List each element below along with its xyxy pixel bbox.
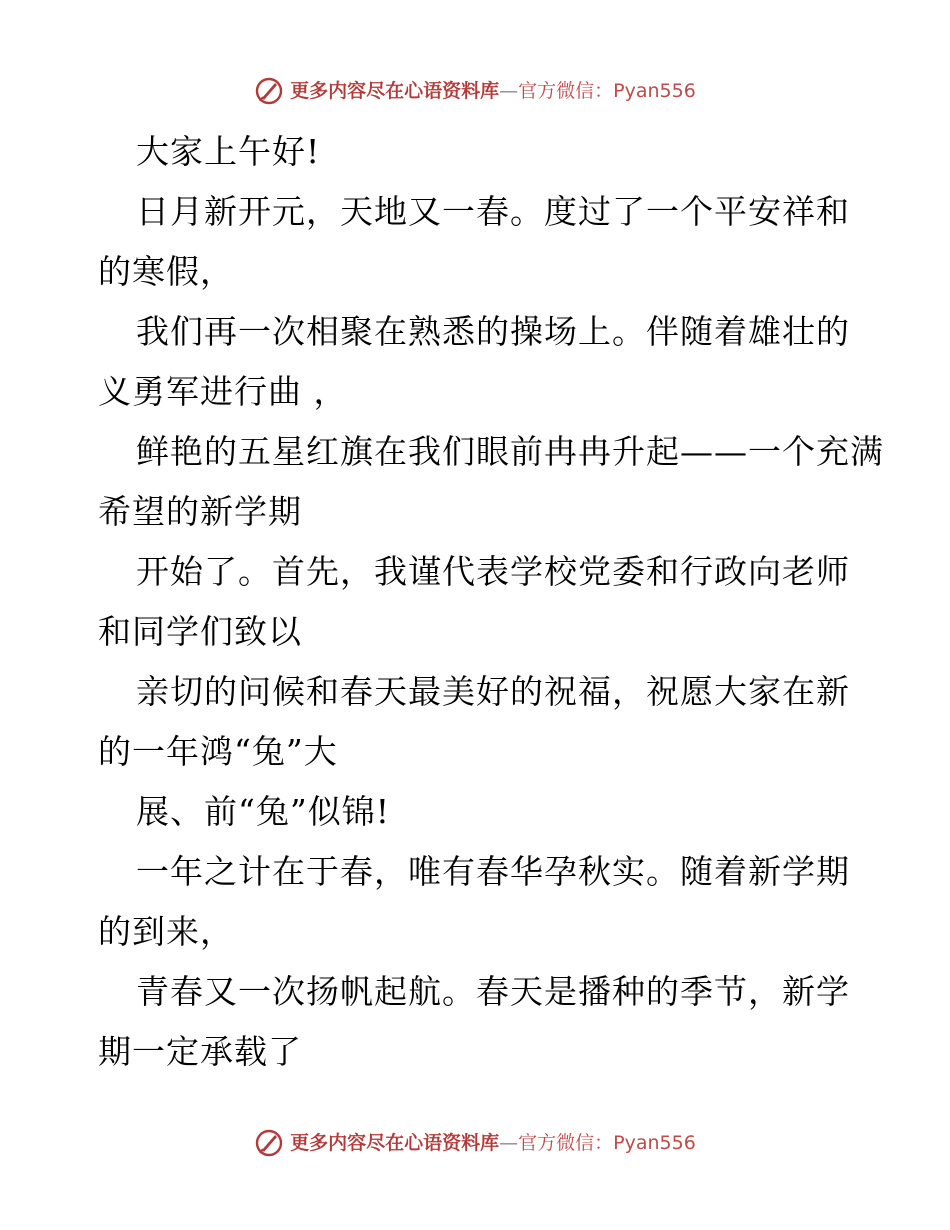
- paragraph-line: 我们再一次相聚在熟悉的操场上。伴随着雄壮的: [136, 312, 850, 351]
- paragraph-line: 亲切的问候和春天最美好的祝福，祝愿大家在新: [136, 672, 850, 711]
- paragraph-line: 鲜艳的五星红旗在我们眼前冉冉升起——一个充满: [136, 432, 884, 471]
- quill-logo-icon: [254, 1128, 284, 1158]
- paragraph-line: 展、前“兔”似锦!: [136, 792, 391, 831]
- banner-site-name: 更多内容尽在心语资料库: [290, 1132, 500, 1154]
- paragraph-line: 期一定承载了: [98, 1032, 302, 1071]
- paragraph-line: 义勇军进行曲 ，: [98, 372, 348, 411]
- paragraph-line: 日月新开元，天地又一春。度过了一个平安祥和: [136, 192, 850, 231]
- banner-separator: —: [499, 80, 519, 102]
- document-body: [98, 122, 884, 1082]
- paragraph-line: 一年之计在于春，唯有春华孕秋实。随着新学期: [136, 852, 850, 891]
- banner-wechat-account: 官方微信：Pyan556: [518, 1132, 696, 1154]
- paragraph-line: 和同学们致以: [98, 612, 302, 651]
- paragraph-line: 的寒假，: [98, 252, 234, 291]
- header-banner: [0, 76, 950, 106]
- paragraph-line: 希望的新学期: [98, 492, 302, 531]
- footer-banner: [0, 1128, 950, 1158]
- paragraph-line: 青春又一次扬帆起航。春天是播种的季节，新学: [136, 972, 850, 1011]
- paragraph-line: 开始了。首先，我谨代表学校党委和行政向老师: [136, 552, 850, 591]
- banner-separator: —: [499, 1132, 519, 1154]
- banner-wechat-account: 官方微信：Pyan556: [518, 80, 696, 102]
- quill-logo-icon: [254, 76, 284, 106]
- paragraph-line: 的到来，: [98, 912, 234, 951]
- banner-site-name: 更多内容尽在心语资料库: [290, 80, 500, 102]
- paragraph-line: 的一年鸿“兔”大: [98, 732, 338, 771]
- paragraph-line: 大家上午好!: [136, 132, 321, 171]
